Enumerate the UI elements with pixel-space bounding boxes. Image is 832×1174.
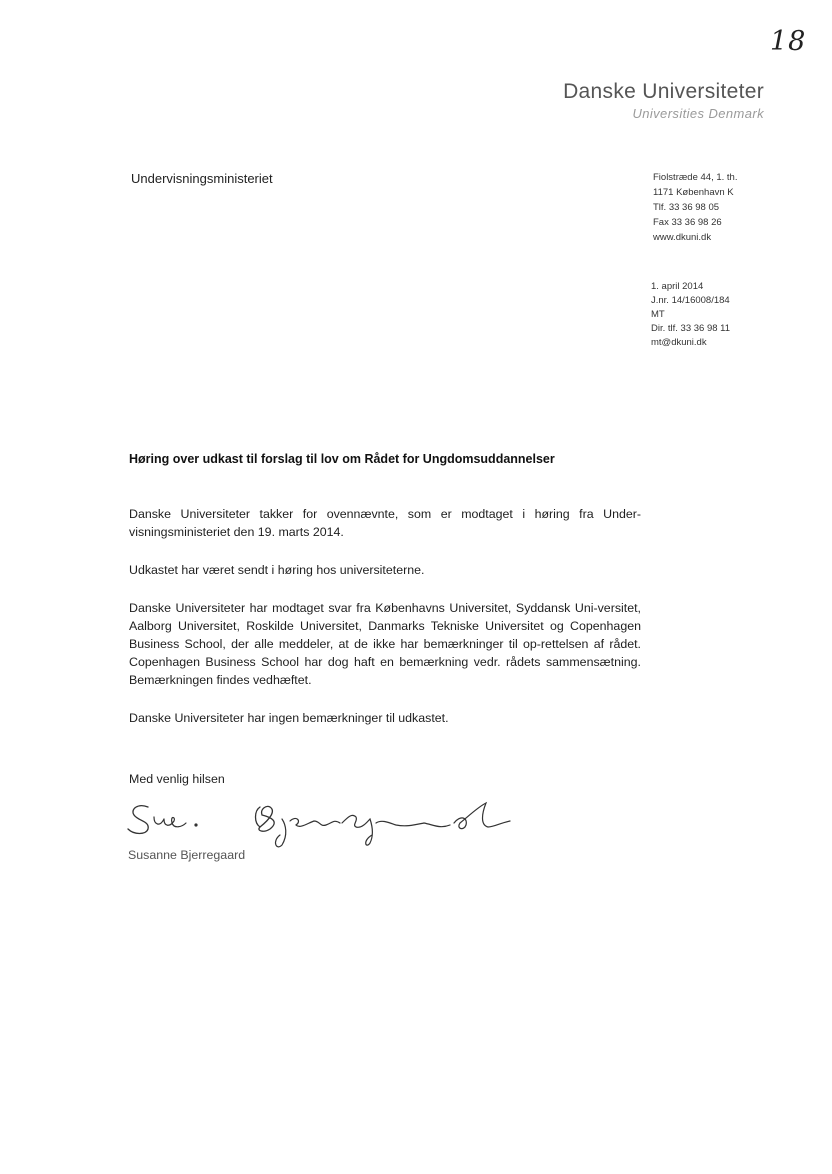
signer-name: Susanne Bjerregaard <box>128 848 246 862</box>
sender-website: www.dkuni.dk <box>653 232 712 243</box>
direct-phone: Dir. tlf. 33 36 98 11 <box>651 323 731 334</box>
page-number: 18 <box>770 26 807 57</box>
journal-number: J.nr. 14/16008/184 <box>651 295 730 306</box>
letterhead-subtitle: Universities Denmark <box>632 106 764 121</box>
sender-address-line1: Fiolstræde 44, 1. th. <box>653 172 738 183</box>
handwritten-signature <box>120 795 540 855</box>
initials: MT <box>651 309 665 320</box>
sender-fax: Fax 33 36 98 26 <box>653 217 722 228</box>
closing: Med venlig hilsen <box>129 772 225 786</box>
sender-address-line2: 1171 København K <box>653 187 734 198</box>
sender-phone: Tlf. 33 36 98 05 <box>653 202 720 213</box>
sender-address-block <box>653 170 737 245</box>
letter-date: 1. april 2014 <box>651 281 704 292</box>
body-paragraph: Danske Universiteter har modtaget svar fra Københavns Universitet, Syddansk Uni-versitet, Aalborg Universitet, Roskilde Universitet, Danmarks Tekniske Universitet og Copenhagen Business School, der alle meddeler, at de ikke har bemærkninger til op-rettelsen af rådet. Copenhagen Business School har dog haft en bemærkning vedr. rådets sammensætning. Bemærkningen findes vedhæftet. <box>129 601 641 687</box>
recipient: Undervisningsministeriet <box>131 171 273 186</box>
letterhead-logo: Danske Universiteter <box>563 80 764 103</box>
body-paragraph: Danske Universiteter takker for ovennævnte, som er modtaget i høring fra Under-visningsministeriet den 19. marts 2014. <box>129 507 641 539</box>
body-paragraph: Udkastet har været sendt i høring hos universiteterne. <box>129 563 425 577</box>
letter-subject: Høring over udkast til forslag til lov om Rådet for Ungdomsuddannelser <box>129 452 555 466</box>
letter-body <box>129 505 641 747</box>
contact-email: mt@dkuni.dk <box>651 337 707 348</box>
body-paragraph: Danske Universiteter har ingen bemærkninger til udkastet. <box>129 711 449 725</box>
letter-meta-block <box>651 280 730 350</box>
